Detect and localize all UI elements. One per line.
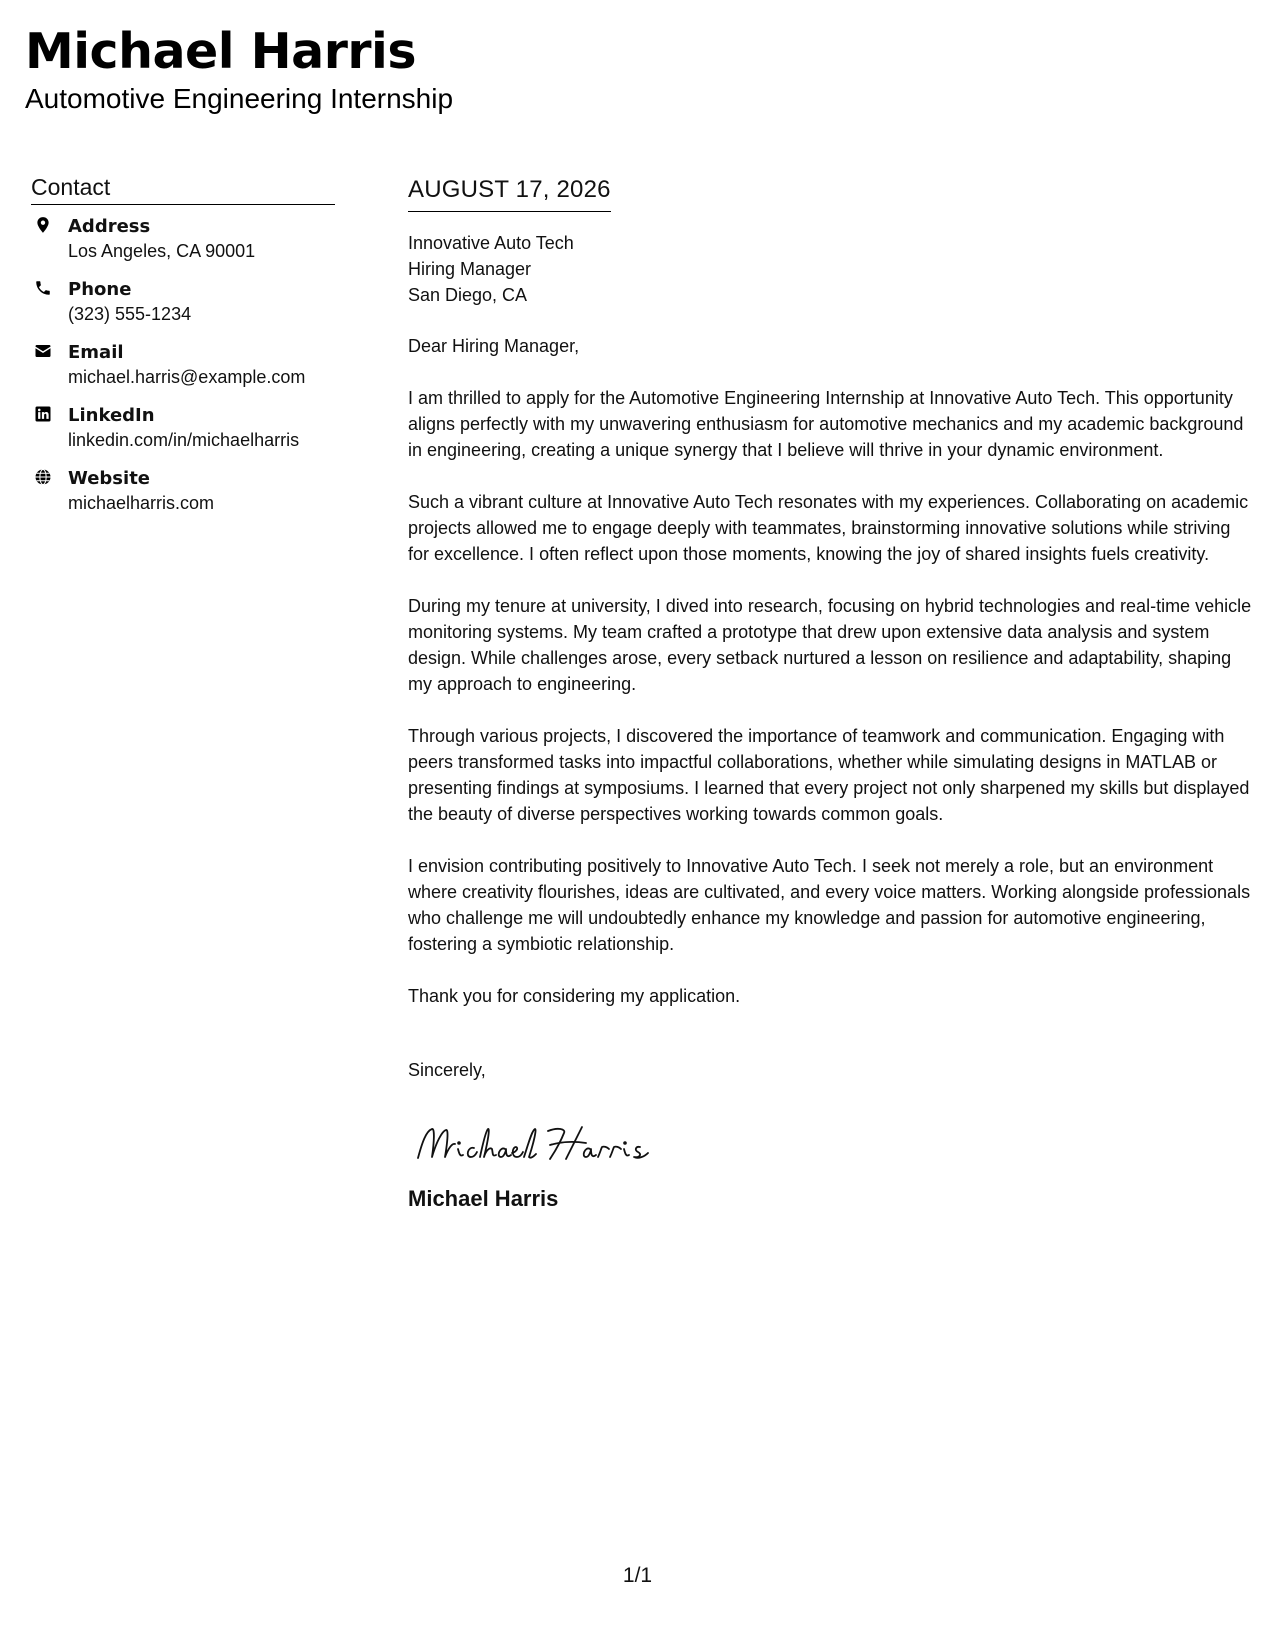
phone-icon <box>34 279 52 297</box>
contact-item-address <box>31 215 335 278</box>
contact-label: Phone <box>68 279 132 300</box>
contact-item-linkedin <box>31 404 335 467</box>
globe-icon <box>34 468 52 486</box>
recipient-title: Hiring Manager <box>408 259 532 279</box>
contact-item-website <box>31 467 335 530</box>
contact-label: Email <box>68 342 124 363</box>
linkedin-icon <box>34 405 52 423</box>
map-pin-icon <box>34 216 52 234</box>
letter-body <box>408 175 1253 1213</box>
contact-heading: Contact <box>31 173 335 205</box>
contact-value: (323) 555-1234 <box>68 304 192 324</box>
letter-date: AUGUST 17, 2026 <box>408 175 611 212</box>
signed-name: Michael Harris <box>408 1186 559 1211</box>
contact-item-email <box>31 341 335 404</box>
closing: Sincerely, <box>408 1060 486 1080</box>
contact-value: linkedin.com/in/michaelharris <box>68 430 300 450</box>
applicant-name: Michael Harris <box>25 23 417 80</box>
contact-value: michael.harris@example.com <box>68 367 306 387</box>
contact-label: Address <box>68 216 151 237</box>
contact-value: Los Angeles, CA 90001 <box>68 241 256 261</box>
body-paragraph: During my tenure at university, I dived into research, focusing on hybrid technologies and real-time vehicle monitoring systems. My team crafted a prototype that drew upon extensive data analysis and system design. While challenges arose, every setback nurtured a lesson on resilience and adaptability, shaping my approach to engineering. <box>408 596 1252 694</box>
contact-value: michaelharris.com <box>68 493 215 513</box>
body-paragraph: Through various projects, I discovered the importance of teamwork and communication. Engaging with peers transformed tasks into impactful collaborations, whether while simulating designs in MATLAB or presenting findings at symposiums. I learned that every project not only sharpened my skills but displayed the beauty of diverse perspectives working towards common goals. <box>408 726 1250 824</box>
signature-image <box>408 1113 668 1173</box>
salutation: Dear Hiring Manager, <box>408 336 580 356</box>
contact-item-phone <box>31 278 335 341</box>
page-number: 1/1 <box>622 1564 653 1587</box>
position-title: Automotive Engineering Internship <box>25 83 454 114</box>
body-paragraph: Such a vibrant culture at Innovative Auto Tech resonates with my experiences. Collaborating on academic projects allowed me to engage deeply with teammates, brainstorming innovative solutions while striving for excellence. I often reflect upon those moments, knowing the joy of shared insights fuels creativity. <box>408 492 1249 564</box>
recipient-company: Innovative Auto Tech <box>408 233 574 253</box>
recipient-block <box>408 230 1253 308</box>
recipient-location: San Diego, CA <box>408 285 528 305</box>
body-paragraph: I envision contributing positively to Innovative Auto Tech. I seek not merely a role, but an environment where creativity flourishes, ideas are cultivated, and every voice matters. Working alongside professionals who challenge me will undoubtedly enhance my knowledge and passion for automotive engineering, fostering a symbiotic relationship. <box>408 856 1251 954</box>
envelope-icon <box>34 342 52 360</box>
contact-label: Website <box>68 468 151 489</box>
handwritten-signature <box>408 1113 668 1173</box>
body-paragraph: I am thrilled to apply for the Automotive Engineering Internship at Innovative Auto Tech. This opportunity aligns perfectly with my unwavering enthusiasm for automotive mechanics and my academic background in engineering, creating a unique synergy that I believe will thrive in your dynamic environment. <box>408 388 1244 460</box>
thank-you-line: Thank you for considering my application. <box>408 986 741 1006</box>
contact-label: LinkedIn <box>68 405 155 426</box>
contact-sidebar <box>31 173 335 530</box>
